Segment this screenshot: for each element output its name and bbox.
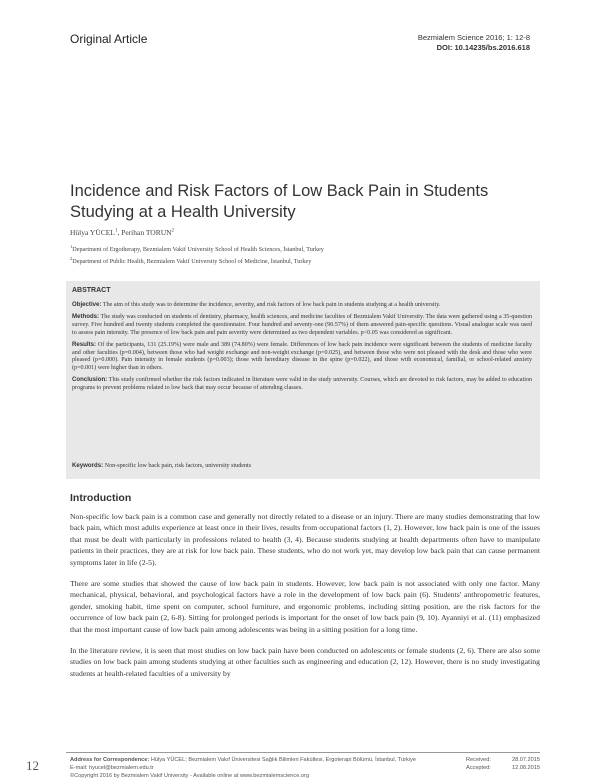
abstract-section-text: The study was conducted on students of dentistry, pharmacy, health sciences, and medicine faculties of Bezmialem Vakif University. The data were gathered using a 35-question survey. Five hundred and twenty students completed the questionnaire. Four hundred and seventy-one (90.57%) of them answered pain-specific questions. Visual analogue scale was used to assess pain intensity. The presence of low back pain and pain severity were determined as two dependent variables. p<0.05 was considered as significant. [72,313,532,336]
page-number: 12 [26,758,39,773]
keywords-text: Non-specific low back pain, risk factors, university students [104,463,252,469]
abstract-results [72,341,532,374]
keywords [72,462,532,469]
received-date [466,756,540,764]
abstract-section-label: Objective: [72,301,102,308]
doi-link[interactable]: DOI: 10.14235/bs.2016.618 [436,43,530,52]
affiliation-line [70,242,324,254]
correspondence-address [70,756,460,764]
article-type-label: Original Article [70,32,148,46]
publication-dates [466,756,540,772]
email-link[interactable]: hyucel@bezmialem.edu.tr [88,765,154,771]
correspondence-label: Address for Correspondence: [70,757,150,763]
abstract-heading: ABSTRACT [72,287,111,294]
author-name: Hülya YÜCEL [70,228,115,237]
paragraph: There are some studies that showed the cause of low back pain in students. However, low back pain is not associated with only one factor. Many mechanical, physical, behavioral, and psychological factors have a role in the development of low back pain (6). Students' anthropometric features, gender, smoking habit, time spent on computer, school furniture, and ergonomic problems, including sitting position, are the risk factors for the occurrence of low back pain (2, 6-8). Sitting for prolonged periods is important for the onset of low back pain (9, 10). Ayanniyi et al. (11) emphasized that the most important cause of low back pain among adolescents was being in a sitting position for a long time. [70,579,540,634]
keywords-label: Keywords: [72,462,104,469]
author-separator: , [117,228,122,237]
abstract-section-text: This study confirmed whether the risk factors indicated in literature were valid in the study university. Courses, which are devoted to risk factors, may be added to education programs to prevent problems related to low back that may occur because of attending classes. [72,377,532,392]
section-heading-introduction: Introduction [70,492,132,504]
correspondence-text: Hülya YÜCEL; Bezmialem Vakıf Üniversitesi Sağlık Bilimleri Fakültesi, Ergoterapi Bölümü, İstanbul, Türkiye [150,757,417,763]
abstract-body [72,301,532,396]
received-value: 28.07.2015 [512,757,540,763]
abstract-section-text: Of the participants, 131 (25.19%) were male and 389 (74.80%) were female. Differences of low back pain incidence were significant between the students of medicine faculty and other faculties (p=0.004), between those who had weight exchange and non-weight exchange (p=0.025), and between those who were not pleased with the desk and those who were pleased (p=0.000). Pain intensity in female students (p=0.003); those with hereditary disease in the spine (p=0.022), and those with economical, familial, or school-related anxiety (p=0.001) were higher than in others. [72,341,532,372]
footer-divider [66,752,540,753]
accepted-value: 12.08.2015 [512,765,540,771]
correspondence-block [70,756,460,780]
received-label: Received: [466,757,491,763]
affiliation-line [70,254,324,266]
abstract-section-label: Conclusion: [72,376,108,384]
paragraph: In the literature review, it is seen that most studies on low back pain have been conducted on adolescents or female students (2, 6). There are also some studies on low back pain among students studying at other faculties such as engineering and education (2, 12). However, there is no study investigating students at health-related faculties of a university by [70,646,540,678]
affiliation-text: Department of Ergotherapy, Bezmialem Vakif University School of Health Sciences, İstanbul, Turkey [72,246,324,254]
affiliations [70,242,324,266]
abstract-section-text: The aim of this study was to determine the incidence, severity, and risk factors of low back pain in students studying at a health university. [102,302,441,308]
copyright-notice: ©Copyright 2016 by Bezmialem Vakif University - Available online at www.bezmialemscience.org [70,773,309,779]
paper-title: Incidence and Risk Factors of Low Back Pain in Students Studying at a Health University [70,182,489,221]
affiliation-marker: 2 [70,256,73,262]
accepted-date [466,764,540,772]
author-name: Perihan TORUN [121,228,172,237]
abstract-conclusion [72,376,532,393]
paragraph: Non-specific low back pain is a common case and generally not directly related to a disease or an injury. There are many studies demonstrating that low back pain, which most adults experience at least once in their lives, results from occupational factors (1, 2). However, low back pain is one of the issues that must be dealt with particularly in professions related to health (3, 4). Because students studying at health departments often have to manipulate patients in their practices, they are at risk for low back pain. These students, who do not work yet, may develop low back pain that can cause permanent symptoms later in life (2-5). [70,512,540,567]
author-list [70,228,174,237]
abstract-methods [72,313,532,338]
email-label: E-mail: [70,765,88,771]
journal-volume: Bezmialem Science 2016; 1: 12-8 [417,33,530,42]
introduction-body [70,511,540,689]
affiliation-marker: 1 [114,228,118,234]
correspondence-email [70,764,460,772]
abstract-section-label: Methods: [72,312,100,320]
abstract-section-label: Results: [72,340,97,348]
journal-citation [418,33,530,53]
accepted-label: Accepted: [466,765,491,771]
affiliation-text: Department of Public Health, Bezmialem Vakif University School of Medicine, İstanbul, Turkey [72,258,312,266]
affiliation-marker: 2 [171,228,175,234]
affiliation-marker: 1 [70,244,73,249]
abstract-objective [72,301,532,310]
